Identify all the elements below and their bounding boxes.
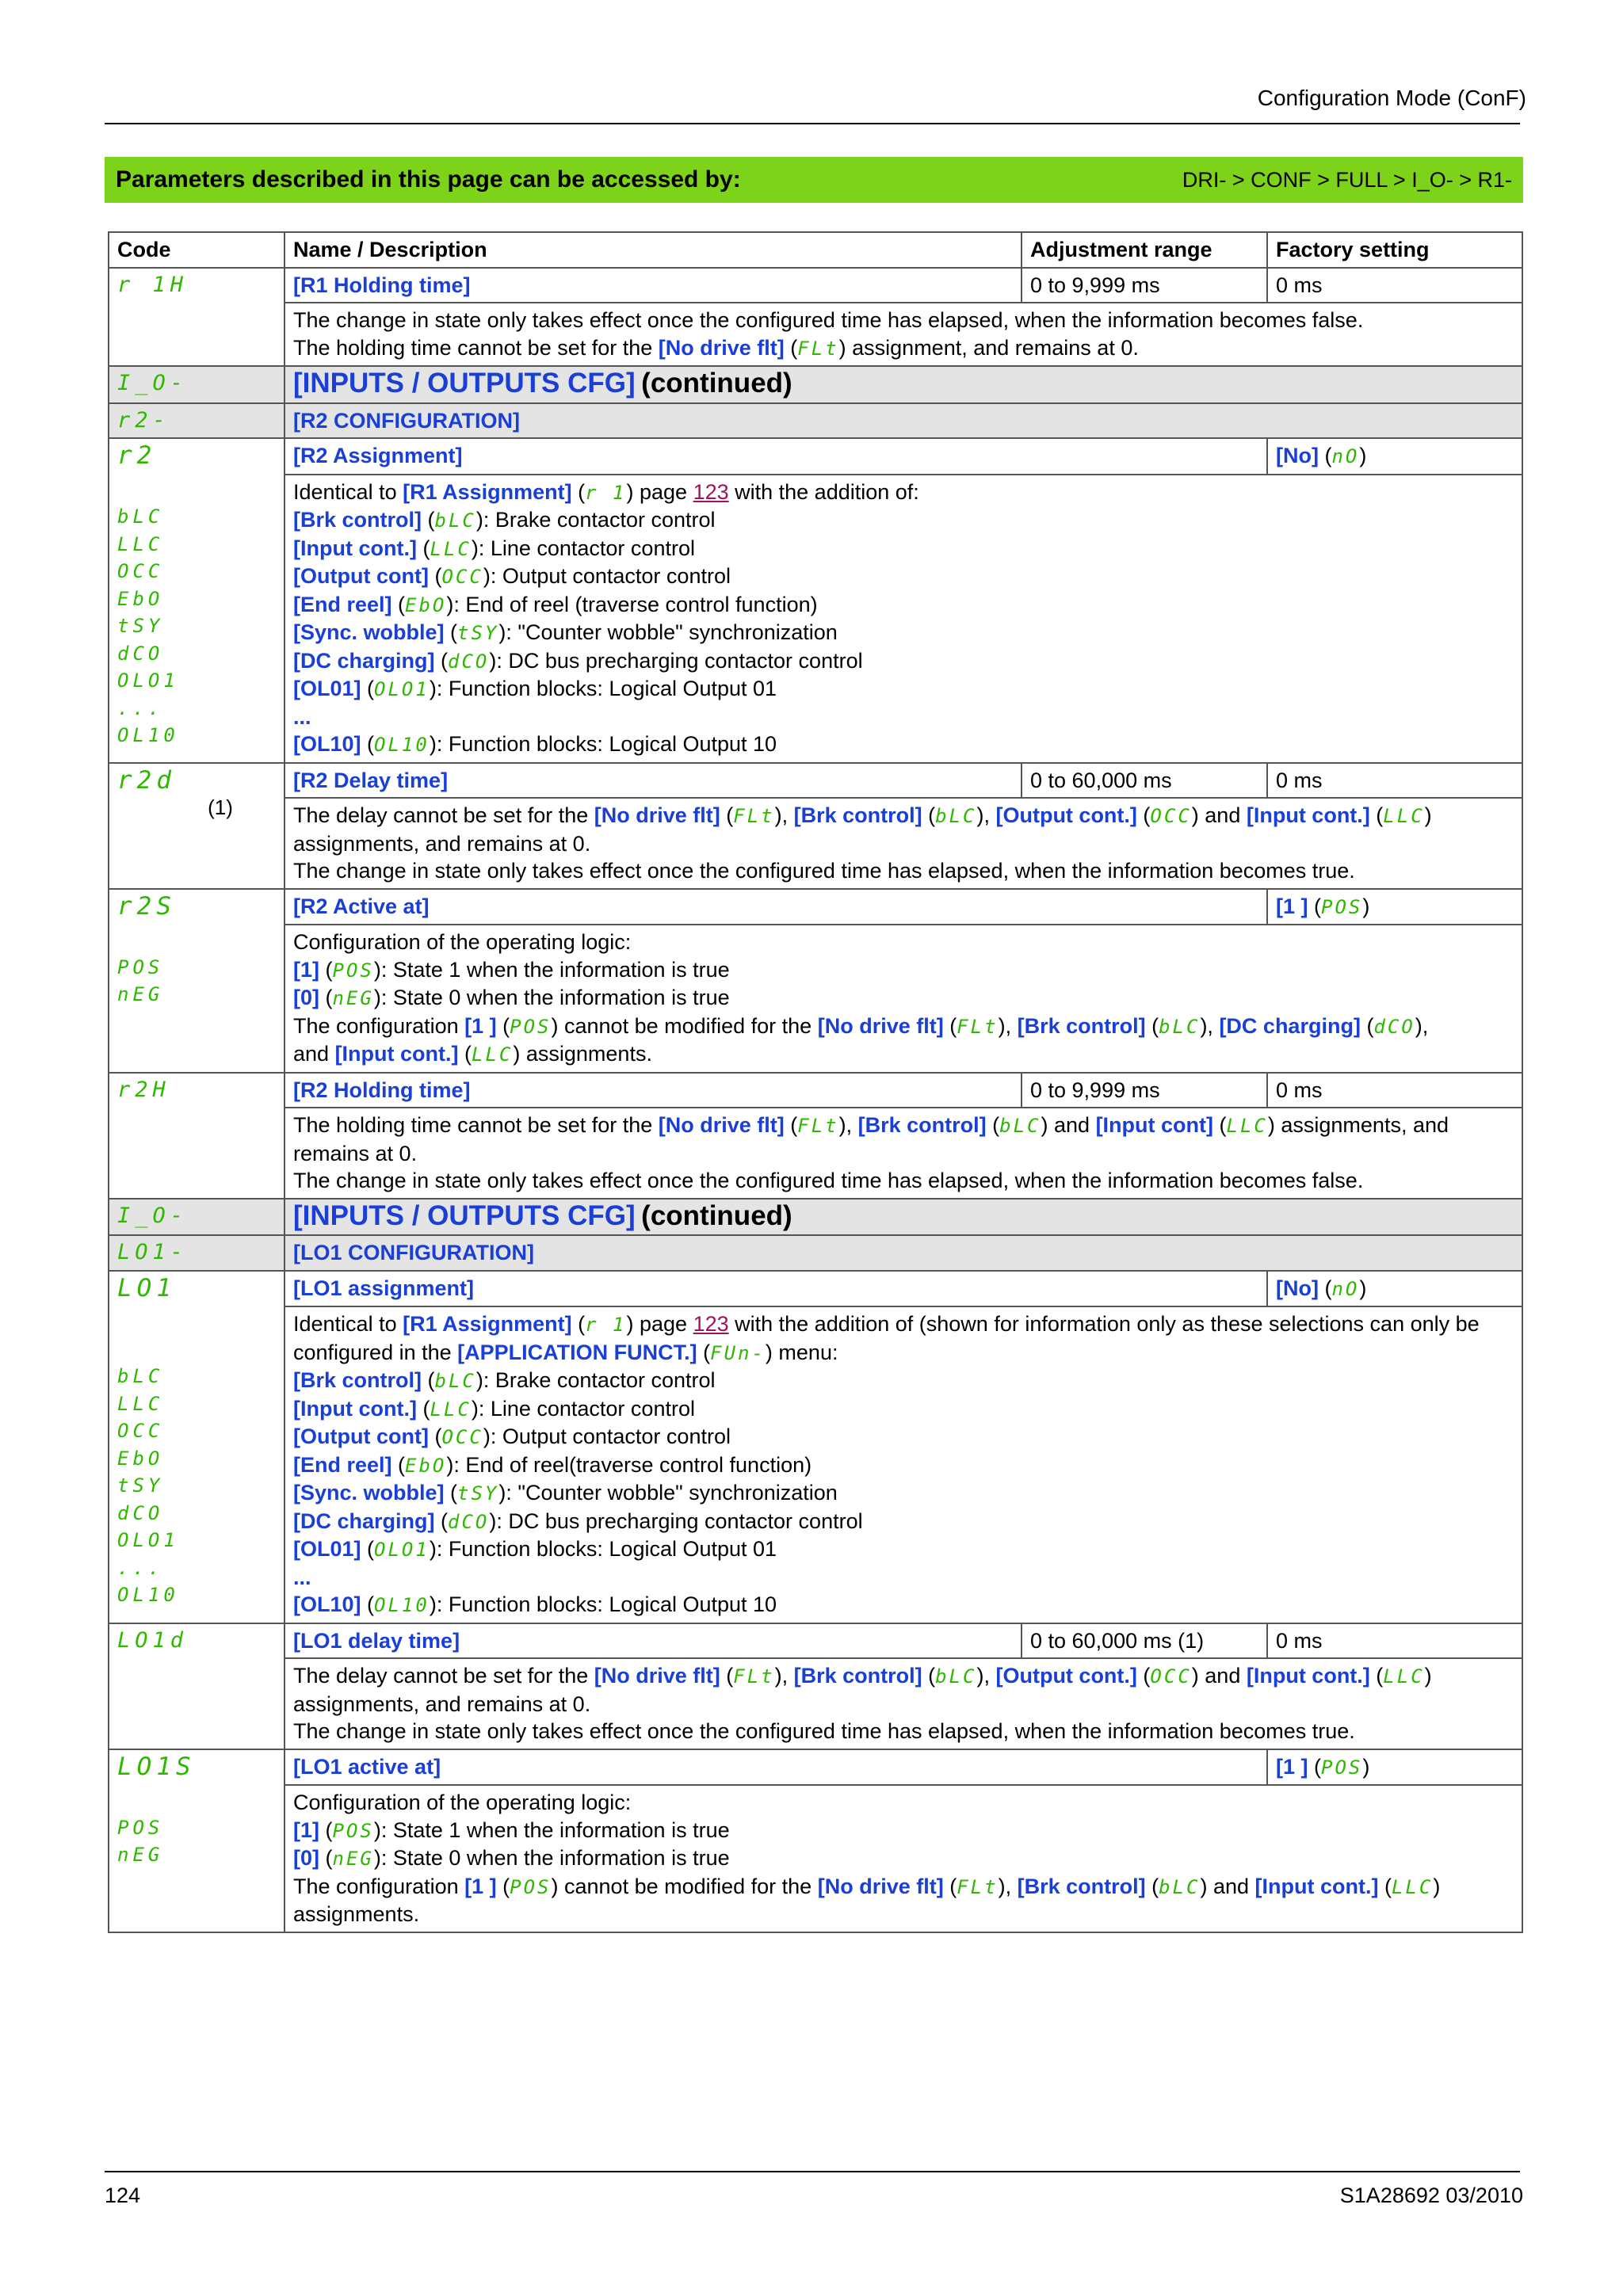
list-item: [Brk control] (bLC): Brake contactor control — [293, 508, 716, 532]
section-title: [R2 CONFIGURATION] — [285, 403, 1522, 439]
factory-setting: 0 ms — [1267, 1073, 1522, 1108]
list-item: [Brk control] (bLC): Brake contactor control — [293, 1368, 716, 1392]
param-title: [LO1 delay time] — [285, 1623, 1022, 1659]
param-title: [R2 Holding time] — [285, 1073, 1022, 1108]
param-code-cell — [109, 889, 285, 1073]
param-title: [R2 Active at] — [285, 889, 1267, 925]
list-item: [Input cont.] (LLC): Line contactor control — [293, 1396, 695, 1421]
option-codes: POS nEG — [117, 1816, 164, 1866]
list-item: [DC charging] (dCO): DC bus precharging contactor control — [293, 1508, 863, 1533]
list-item: [1] (POS): State 1 when the information is true — [293, 957, 730, 982]
list-item: [OL10] (OL10): Function blocks: Logical Output 10 — [293, 1592, 777, 1616]
footnote-ref: (1) — [208, 795, 233, 819]
table-row — [109, 798, 1522, 889]
desc-line: The change in state only takes effect once the configured time has elapsed, when the information becomes false. — [293, 1169, 1364, 1192]
header-adjustment: Adjustment range — [1022, 232, 1267, 268]
factory-setting: [1 ] (POS) — [1267, 889, 1522, 925]
param-code-cell — [109, 763, 285, 889]
section-title: [LO1 CONFIGURATION] — [285, 1235, 1522, 1271]
table-row — [109, 1658, 1522, 1749]
param-code: LO1 — [117, 1273, 176, 1302]
header-name: Name / Description — [285, 232, 1022, 268]
desc-line: assignments, and remains at 0. — [293, 831, 591, 856]
list-item: [OL01] (OLO1): Function blocks: Logical Output 01 — [293, 1537, 777, 1561]
param-code: LO1d — [109, 1623, 285, 1749]
desc-line: remains at 0. — [293, 1141, 418, 1165]
list-item: [Output cont] (OCC): Output contactor control — [293, 564, 731, 588]
param-title: [R1 Holding time] — [285, 268, 1022, 303]
list-item: [Input cont.] (LLC): Line contactor control — [293, 536, 695, 560]
param-code-cell — [109, 1749, 285, 1932]
option-codes: bLC LLC OCC EbO tSY dCO OLO1 ... OL10 — [117, 505, 179, 746]
list-item: [Sync. wobble] (tSY): "Counter wobble" synchronization — [293, 620, 838, 644]
table-row — [109, 925, 1522, 1073]
access-path-bar — [105, 157, 1523, 203]
param-code: r2d — [117, 765, 176, 795]
list-item: [0] (nEG): State 0 when the information is true — [293, 986, 730, 1009]
param-code: r2 — [117, 441, 157, 470]
parameters-table — [108, 231, 1523, 1933]
param-title: [R2 Delay time] — [285, 763, 1022, 799]
factory-setting: [No] (nO) — [1267, 1271, 1522, 1307]
list-item: [0] (nEG): State 0 when the information is true — [293, 1846, 730, 1870]
desc-line: and [Input cont.] (LLC) assignments. — [293, 1042, 652, 1066]
table-row — [109, 1749, 1522, 1786]
section-row — [109, 1199, 1522, 1236]
desc-line: assignments. — [293, 1902, 420, 1926]
list-item: [OL10] (OL10): Function blocks: Logical Output 10 — [293, 732, 777, 756]
desc-line: The change in state only takes effect once the configured time has elapsed, when the information becomes false. — [293, 308, 1364, 332]
param-code-cell — [109, 1271, 285, 1623]
table-row — [109, 1785, 1522, 1932]
desc-line: configured in the [APPLICATION FUNCT.] (FUn-) menu: — [293, 1340, 838, 1364]
list-item: ... — [293, 704, 311, 729]
desc-line: Identical to [R1 Assignment] (r 1) page 123 with the addition of (shown for information only as these selections can only be — [293, 1312, 1480, 1336]
factory-setting: 0 ms — [1267, 268, 1522, 303]
list-item: [End reel] (EbO): End of reel (traverse control function) — [293, 592, 818, 616]
access-label: Parameters described in this page can be accessed by: — [116, 166, 741, 193]
section-row — [109, 366, 1522, 403]
desc-line: The delay cannot be set for the [No drive flt] (FLt), [Brk control] (bLC), [Output cont.] (OCC) and [Input cont.] (LLC) — [293, 1664, 1432, 1688]
option-codes: POS nEG — [117, 955, 164, 1005]
table-row — [109, 1306, 1522, 1623]
factory-setting: 0 ms — [1267, 1623, 1522, 1659]
param-description — [285, 1108, 1522, 1199]
header-code: Code — [109, 232, 285, 268]
page-header-title: Configuration Mode (ConF) — [1257, 86, 1526, 110]
section-row — [109, 1235, 1522, 1271]
adjustment-range: 0 to 9,999 ms — [1022, 268, 1267, 303]
access-path: DRI- > CONF > FULL > I_O- > R1- — [1182, 167, 1512, 192]
footer-rule — [105, 2171, 1520, 2172]
desc-line: The change in state only takes effect once the configured time has elapsed, when the information becomes true. — [293, 859, 1355, 883]
page-link[interactable]: 123 — [693, 479, 729, 504]
desc-line: The configuration [1 ] (POS) cannot be modified for the [No drive flt] (FLt), [Brk control] (bLC), [DC charging] (dCO), — [293, 1013, 1429, 1038]
adjustment-range: 0 to 60,000 ms (1) — [1022, 1623, 1267, 1659]
section-code: I_O- — [109, 366, 285, 403]
desc-line: Configuration of the operating logic: — [293, 930, 632, 954]
factory-setting: [No] (nO) — [1267, 438, 1522, 475]
list-item: [DC charging] (dCO): DC bus precharging contactor control — [293, 648, 863, 673]
list-item: [Output cont] (OCC): Output contactor control — [293, 1425, 731, 1448]
option-codes: bLC LLC OCC EbO tSY dCO OLO1 ... OL10 — [117, 1365, 179, 1606]
header-factory: Factory setting — [1267, 232, 1522, 268]
factory-setting: [1 ] (POS) — [1267, 1749, 1522, 1786]
param-title: [LO1 assignment] — [285, 1271, 1267, 1307]
param-title: [R2 Assignment] — [285, 438, 1267, 475]
adjustment-range: 0 to 9,999 ms — [1022, 1073, 1267, 1108]
section-title: [INPUTS / OUTPUTS CFG] (continued) — [285, 1199, 1522, 1236]
param-code: r2H — [109, 1073, 285, 1199]
desc-line: The change in state only takes effect once the configured time has elapsed, when the information becomes true. — [293, 1719, 1355, 1743]
list-item: [End reel] (EbO): End of reel(traverse control function) — [293, 1452, 812, 1477]
page-link[interactable]: 123 — [693, 1312, 729, 1336]
param-code: r2S — [117, 891, 176, 921]
header-rule — [105, 123, 1520, 124]
param-description — [285, 925, 1522, 1073]
table-header-row — [109, 232, 1522, 268]
param-code-cell — [109, 438, 285, 763]
desc-line: Configuration of the operating logic: — [293, 1791, 632, 1814]
factory-setting: 0 ms — [1267, 763, 1522, 799]
table-row — [109, 1271, 1522, 1307]
param-code: r 1H — [109, 268, 285, 367]
table-row — [109, 763, 1522, 799]
param-code: LO1S — [117, 1752, 196, 1781]
param-description — [285, 1306, 1522, 1623]
page-number: 124 — [105, 2183, 141, 2207]
desc-line: The delay cannot be set for the [No drive flt] (FLt), [Brk control] (bLC), [Output cont.] (OCC) and [Input cont.] (LLC) — [293, 803, 1432, 827]
table-row — [109, 889, 1522, 925]
list-item: [OL01] (OLO1): Function blocks: Logical Output 01 — [293, 677, 777, 700]
table-row — [109, 438, 1522, 475]
param-title: [LO1 active at] — [285, 1749, 1267, 1786]
param-description — [285, 475, 1522, 763]
adjustment-range: 0 to 60,000 ms — [1022, 763, 1267, 799]
desc-line: The holding time cannot be set for the [No drive flt] (FLt), [Brk control] (bLC) and [Input cont] (LLC) assignments, and — [293, 1113, 1449, 1137]
param-description — [285, 1658, 1522, 1749]
section-row — [109, 403, 1522, 439]
list-item: [1] (POS): State 1 when the information is true — [293, 1817, 730, 1842]
param-description — [285, 1785, 1522, 1932]
desc-line: Identical to [R1 Assignment] (r 1) page 123 with the addition of: — [293, 479, 919, 504]
table-row — [109, 1108, 1522, 1199]
param-description — [285, 303, 1522, 366]
param-description — [285, 798, 1522, 889]
desc-line: assignments, and remains at 0. — [293, 1691, 591, 1716]
table-row — [109, 268, 1522, 303]
desc-line: The holding time cannot be set for the [No drive flt] (FLt) assignment, and remains at 0. — [293, 335, 1139, 360]
section-code: LO1- — [109, 1235, 285, 1271]
section-title: [INPUTS / OUTPUTS CFG] (continued) — [285, 366, 1522, 403]
list-item: [Sync. wobble] (tSY): "Counter wobble" synchronization — [293, 1481, 838, 1505]
document-reference: S1A28692 03/2010 — [1339, 2183, 1523, 2207]
table-row — [109, 303, 1522, 366]
list-item: ... — [293, 1565, 311, 1589]
table-row — [109, 475, 1522, 763]
desc-line: The configuration [1 ] (POS) cannot be modified for the [No drive flt] (FLt), [Brk control] (bLC) and [Input cont.] (LLC) — [293, 1874, 1441, 1898]
section-code: r2- — [109, 403, 285, 439]
table-row — [109, 1073, 1522, 1108]
section-code: I_O- — [109, 1199, 285, 1236]
table-row — [109, 1623, 1522, 1659]
